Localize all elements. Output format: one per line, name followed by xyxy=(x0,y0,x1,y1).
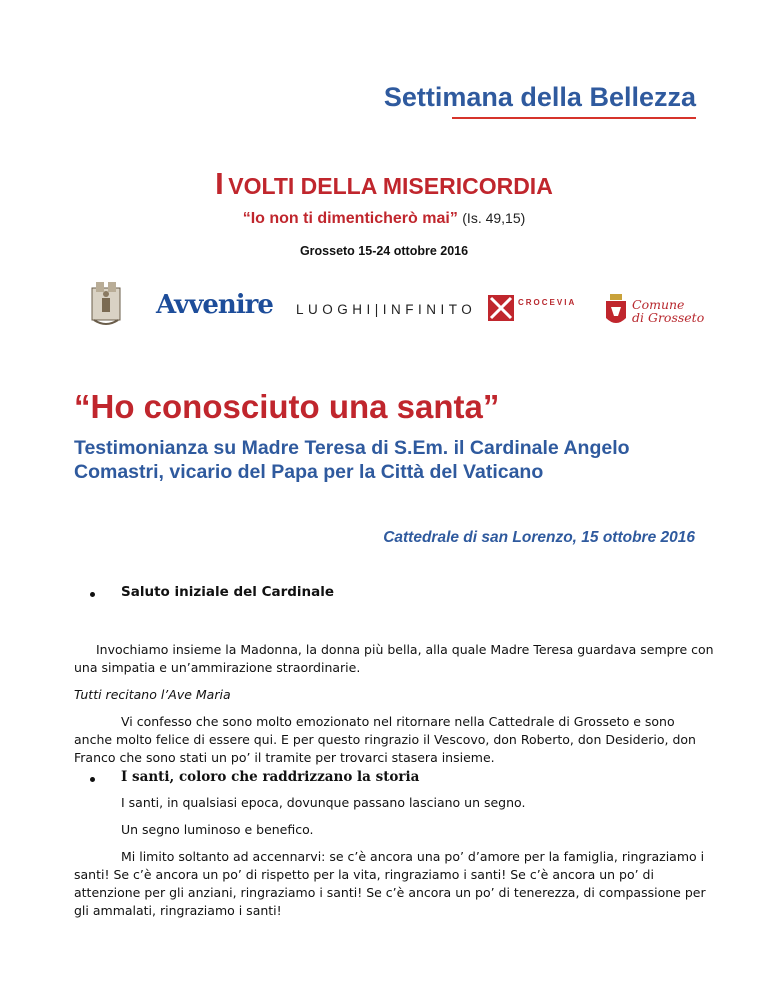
comune-line1: Comune xyxy=(632,297,685,312)
italic-note: Tutti recitano l’Ave Maria xyxy=(74,687,231,702)
crocevia-logo-mark xyxy=(488,295,514,321)
series-title: Settimana della Bellezza xyxy=(383,82,696,112)
comune-grosseto-crest xyxy=(604,294,628,328)
paragraph: Vi confesso che sono molto emozionato nel ritornare nella Cattedrale di Grosseto e sono anche molto felice di essere qui. E per questo ringrazio il Vescovo, don Roberto, don Desiderio, don Franco che sono stati un po’ il tramite per trovarci stasera insieme. xyxy=(74,714,696,765)
avvenire-logo: Avvenire xyxy=(156,290,273,320)
paragraph: Un segno luminoso e benefico. xyxy=(121,822,314,837)
bullet-dot xyxy=(90,777,95,782)
paragraph: Invochiamo insieme la Madonna, la donna più bella, alla quale Madre Teresa guardava sempre con una simpatia e un’ammirazione straordinarie. xyxy=(74,642,714,675)
main-title-rest: VOLTI DELLA MISERICORDIA xyxy=(228,173,553,199)
diocese-crest-logo xyxy=(82,280,130,328)
quote-reference: (Is. 49,15) xyxy=(462,210,526,226)
luoghi-infinito-logo: LUOGHI|INFINITO xyxy=(296,302,477,317)
quote-text: “Io non ti dimenticherò mai” xyxy=(242,210,458,227)
paragraph: Mi limito soltanto ad accennarvi: se c’è ancora una po’ d’amore per la famiglia, ringraziamo i santi! Se c’è ancora un po’ di rispetto per la vita, ringraziamo i santi! Se c’è ancora un po’ di attenzione per gli anziani, ringraziamo i santi! Se c’è ancora un po’ di tenerezza, di compassione per gli ammalati, ringraziamo i santi! xyxy=(74,849,706,918)
bullet-dot xyxy=(90,592,95,597)
main-title xyxy=(0,166,768,202)
comune-line2: di Grosseto xyxy=(632,310,705,325)
comune-grosseto-text xyxy=(632,298,704,324)
title-underline xyxy=(452,117,696,119)
section-heading-greeting: Saluto iniziale del Cardinale xyxy=(121,584,335,600)
event-dates: Grosseto 15-24 ottobre 2016 xyxy=(299,244,469,258)
place-date: Cattedrale di san Lorenzo, 15 ottobre 2016 xyxy=(383,529,695,546)
quote-line xyxy=(0,210,768,228)
main-title-initial: I xyxy=(215,166,224,201)
crocevia-logo-text: CROCEVIA xyxy=(518,298,577,307)
article-subtitle: Testimonianza su Madre Teresa di S.Em. il Cardinale Angelo Comastri, vicario del Papa per la Città del Vaticano xyxy=(74,437,630,483)
paragraph: I santi, in qualsiasi epoca, dovunque passano lasciano un segno. xyxy=(121,795,526,810)
section-heading-saints: I santi, coloro che raddrizzano la storia xyxy=(121,769,420,785)
article-title: “Ho conosciuto una santa” xyxy=(74,388,500,425)
